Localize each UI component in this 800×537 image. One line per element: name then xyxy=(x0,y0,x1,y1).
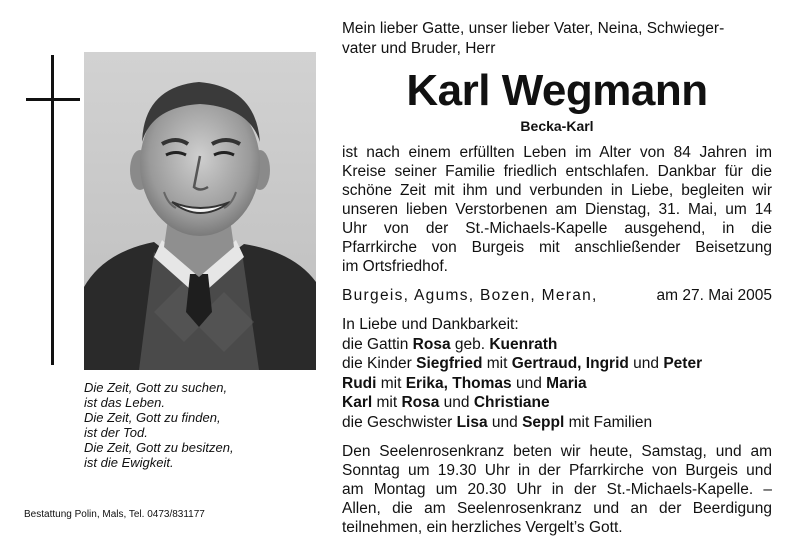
mourner-name: Rudi xyxy=(342,374,377,392)
poem-line: ist das Leben. xyxy=(84,395,165,410)
mourner-name: Christiane xyxy=(473,394,550,411)
text: die Geschwister xyxy=(342,413,457,431)
text: mit xyxy=(482,355,512,372)
text: mit Familien xyxy=(564,413,653,431)
portrait-photo xyxy=(84,52,316,370)
places: Burgeis, Agums, Bozen, Meran, xyxy=(342,287,598,304)
mourner-name: Gertraud, Ingrid xyxy=(511,355,629,372)
text: mit xyxy=(376,374,406,392)
intro xyxy=(342,19,772,59)
mourner-name: Kuenrath xyxy=(489,335,558,353)
text: geb. xyxy=(450,335,490,353)
rosary-line: am Montag um 20.30 Uhr in der St.-Michaels-Kapelle. – xyxy=(342,481,772,498)
mourner-line xyxy=(342,374,772,394)
place-and-date xyxy=(342,286,772,305)
body-line: Uhr von der St.-Michaels-Kapelle ausgehend, in die xyxy=(342,220,772,237)
body-line: ist nach einem erfüllten Leben im Alter von 84 Jahren im xyxy=(342,144,772,161)
mourner-name: Rosa xyxy=(412,335,451,353)
notice-text-column xyxy=(342,19,772,537)
body-line: Kreise seiner Familie friedlich entschlafen. Dankbar für die xyxy=(342,163,772,180)
mourner-line xyxy=(342,393,772,413)
body-line: unseren lieben Verstorbenen am Dienstag, 31. Mai, um 14 xyxy=(342,201,772,218)
portrait-image xyxy=(84,52,316,370)
mourner-line xyxy=(342,354,772,374)
intro-line: Mein lieber Gatte, unser lieber Vater, Neina, Schwieger- xyxy=(342,20,725,37)
intro-line: vater und Bruder, Herr xyxy=(342,40,496,57)
poem-line: ist die Ewigkeit. xyxy=(84,455,174,470)
deceased-nickname: Becka-Karl xyxy=(520,118,594,134)
text: und xyxy=(628,355,664,372)
rosary-line: Allen, die am Seelenrosenkranz und an der Beerdigung xyxy=(342,500,772,517)
mourner-name: Siegfried xyxy=(416,355,483,372)
mourner-name: Maria xyxy=(546,374,587,392)
poem xyxy=(84,380,324,470)
mourner-line xyxy=(342,335,772,355)
thanks-heading: In Liebe und Dankbarkeit: xyxy=(342,316,519,333)
mourner-name: Rosa xyxy=(401,394,440,411)
rosary-line: Den Seelenrosenkranz beten wir heute, Samstag, und am xyxy=(342,443,772,460)
text: und xyxy=(487,413,523,431)
body-line: im Ortsfriedhof. xyxy=(342,258,448,275)
rosary-line: teilnehmen, ein herzliches Vergelt’s Gott. xyxy=(342,519,623,536)
deceased-name: Karl Wegmann xyxy=(406,66,708,115)
mourner-name: Peter xyxy=(663,355,703,372)
cross-horizontal-bar xyxy=(26,98,80,101)
body-line: Pfarrkirche von Burgeis mit anschließender Beisetzung xyxy=(342,239,772,256)
body-line: schöne Zeit mit ihm und verbunden in Liebe, begleiten wir xyxy=(342,182,772,199)
poem-line: Die Zeit, Gott zu finden, xyxy=(84,410,221,425)
mourner-name: Karl xyxy=(342,394,373,411)
poem-line: ist der Tod. xyxy=(84,425,148,440)
cross-vertical-bar xyxy=(51,55,54,365)
mourner-name: Erika, Thomas xyxy=(405,374,512,392)
text: die Gattin xyxy=(342,335,413,353)
poem-line: Die Zeit, Gott zu besitzen, xyxy=(84,440,234,455)
mourner-name: Seppl xyxy=(522,413,565,431)
text: mit xyxy=(372,394,402,411)
poem-line: Die Zeit, Gott zu suchen, xyxy=(84,380,228,395)
mourner-line xyxy=(342,413,772,433)
mourner-name: Lisa xyxy=(456,413,488,431)
announcement-body xyxy=(342,143,772,276)
text: die Kinder xyxy=(342,355,417,372)
text: und xyxy=(439,394,474,411)
text: und xyxy=(511,374,547,392)
rosary-announcement xyxy=(342,442,772,537)
rosary-line: Sonntag um 19.30 Uhr in der Pfarrkirche von Burgeis und xyxy=(342,462,772,479)
funeral-home-info: Bestattung Polin, Mals, Tel. 0473/831177 xyxy=(24,509,205,520)
date: am 27. Mai 2005 xyxy=(656,287,772,304)
mourners-list xyxy=(342,315,772,432)
